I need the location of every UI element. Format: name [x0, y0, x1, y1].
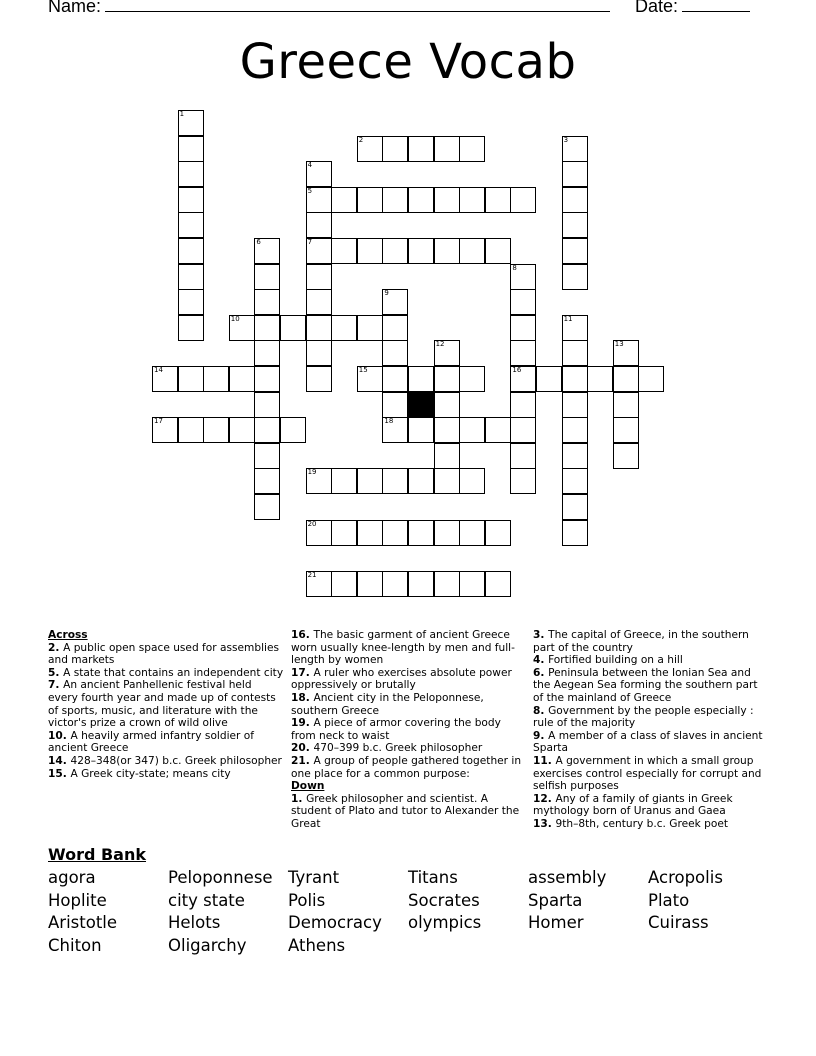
clue-text: The basic garment of ancient Greece worn usually knee-length by men and full-length by women [291, 629, 515, 667]
grid-cell[interactable] [562, 187, 588, 213]
date-label: Date: [635, 0, 679, 16]
clue-item [533, 818, 769, 831]
grid-cell[interactable] [178, 187, 204, 213]
clue-number: 8 [512, 263, 517, 272]
grid-cell[interactable] [280, 417, 306, 443]
name-label: Name: [48, 0, 102, 16]
clue-number: 6 [256, 238, 261, 246]
clue-number: 13 [614, 340, 624, 349]
clue-item [533, 667, 769, 705]
clue-label: 10. [48, 729, 71, 742]
grid-cell[interactable] [229, 315, 255, 341]
grid-cell[interactable] [254, 468, 280, 494]
grid-cell[interactable] [178, 136, 204, 162]
grid-cell[interactable] [306, 468, 332, 494]
grid-cell[interactable] [510, 340, 536, 366]
word-bank-item: Helots [168, 913, 221, 933]
grid-cell[interactable] [562, 136, 588, 162]
grid-cell[interactable] [510, 468, 536, 494]
clue-text: Greek philosopher and scientist. A student of Plato and tutor to Alexander the Great [291, 792, 520, 830]
grid-cell[interactable] [459, 417, 485, 443]
clue-label: 21. [291, 754, 314, 767]
grid-cell[interactable] [254, 238, 280, 264]
clues-column-2 [291, 629, 525, 831]
grid-cell[interactable] [510, 392, 536, 418]
clue-number: 16 [512, 366, 522, 374]
clue-number: 7 [307, 238, 313, 246]
grid-cell[interactable] [485, 520, 511, 546]
grid-cell[interactable] [434, 443, 460, 469]
grid-cell[interactable] [562, 443, 588, 469]
grid-cell[interactable] [434, 136, 460, 162]
clue-item [291, 692, 525, 717]
clue-number: 12 [435, 340, 445, 349]
clue-number: 14 [154, 366, 163, 374]
grid-cell[interactable] [254, 289, 280, 315]
clue-item [533, 705, 769, 730]
grid-cell[interactable] [613, 443, 639, 469]
grid-cell[interactable] [382, 340, 408, 366]
grid-cell[interactable] [459, 468, 485, 494]
clue-item [291, 717, 525, 742]
clue-item [291, 667, 525, 692]
clue-label: 4. [533, 654, 549, 667]
grid-cell[interactable] [613, 417, 639, 443]
grid-cell[interactable] [434, 187, 460, 213]
clue-number: 4 [307, 161, 313, 170]
grid-cell[interactable] [382, 417, 408, 443]
grid-cell[interactable] [178, 161, 204, 187]
clue-number: 18 [384, 417, 394, 426]
clue-text: Any of a family of giants in Greek mythology born of Uranus and Gaea [533, 792, 733, 818]
grid-cell[interactable] [178, 264, 204, 290]
grid-cell[interactable] [434, 571, 460, 597]
grid-cell[interactable] [306, 238, 332, 264]
clue-text: The capital of Greece, in the southern part of the country [533, 629, 749, 654]
grid-cell[interactable] [203, 417, 229, 443]
grid-cell[interactable] [382, 520, 408, 546]
clue-text: A state that contains an independent city [63, 666, 284, 679]
grid-cell[interactable] [382, 366, 408, 392]
clue-item [533, 629, 769, 654]
grid-cell[interactable] [152, 366, 178, 392]
grid-cell[interactable] [306, 315, 332, 341]
grid-cell[interactable] [306, 212, 332, 238]
clue-text: Fortified building on a hill [548, 654, 683, 667]
grid-cell[interactable] [562, 212, 588, 238]
clue-label: 8. [533, 704, 549, 717]
word-bank-item: Hoplite [48, 890, 107, 910]
clue-number: 17 [154, 417, 163, 426]
clues-column-3 [533, 629, 769, 831]
clue-text: Government by the people especially : rule of the majority [533, 704, 754, 730]
grid-cell[interactable] [203, 366, 229, 392]
grid-cell[interactable] [510, 417, 536, 443]
clue-item [533, 654, 769, 667]
clue-label: 15. [48, 767, 71, 780]
clue-label: 14. [48, 754, 71, 767]
word-bank-item: Polis [288, 890, 326, 910]
clue-text: A member of a class of slaves in ancient Sparta [533, 729, 763, 755]
grid-cell[interactable] [536, 366, 562, 392]
clue-number: 20 [307, 519, 317, 528]
word-bank-item: Plato [648, 890, 690, 910]
grid-cell[interactable] [562, 366, 588, 392]
grid-cell[interactable] [306, 289, 332, 315]
clue-label: 3. [533, 629, 549, 641]
clue-text: A heavily armed infantry soldier of ancient Greece [48, 729, 254, 755]
grid-cell[interactable] [382, 289, 408, 315]
clue-number: 1 [179, 110, 185, 118]
clue-number: 9 [384, 289, 389, 298]
clue-text: A ruler who exercises absolute power oppressively or brutally [291, 666, 512, 692]
grid-cell[interactable] [331, 571, 357, 597]
grid-cell[interactable] [178, 238, 204, 264]
clue-label: 9. [533, 729, 549, 742]
grid-cell[interactable] [229, 366, 255, 392]
word-bank-item: Peloponnese [168, 868, 273, 887]
clue-number: 11 [563, 314, 573, 323]
clue-text: Ancient city in the Peloponnese, southern Greece [291, 691, 484, 717]
clue-text: A government in which a small group exercises control especially for corrupt and selfish purposes [533, 754, 762, 793]
grid-cell[interactable] [510, 443, 536, 469]
grid-cell[interactable] [562, 315, 588, 341]
clue-item [533, 755, 769, 793]
word-bank-item: olympics [408, 913, 482, 933]
clue-label: 17. [291, 666, 314, 679]
grid-cell[interactable] [357, 366, 383, 392]
grid-cell[interactable] [485, 238, 511, 264]
grid-cell[interactable] [254, 392, 280, 418]
clue-item [48, 667, 284, 680]
grid-cell[interactable] [562, 161, 588, 187]
black-square [408, 392, 434, 418]
grid-cell[interactable] [331, 187, 357, 213]
grid-cell[interactable] [306, 571, 332, 597]
clue-text: A public open space used for assemblies and markets [48, 641, 279, 667]
word-bank-item: Titans [408, 868, 458, 887]
clue-number: 21 [307, 570, 317, 579]
grid-cell[interactable] [178, 289, 204, 315]
grid-cell[interactable] [408, 187, 434, 213]
grid-cell[interactable] [562, 264, 588, 290]
clue-number: 10 [230, 314, 240, 323]
grid-cell[interactable] [459, 187, 485, 213]
grid-cell[interactable] [510, 264, 536, 290]
grid-cell[interactable] [434, 417, 460, 443]
word-bank-item: Acropolis [648, 868, 723, 887]
clue-number: 19 [307, 468, 317, 477]
grid-cell[interactable] [613, 392, 639, 418]
grid-cell[interactable] [178, 366, 204, 392]
word-bank-item: Tyrant [288, 868, 340, 887]
clue-text: 428–348(or 347) b.c. Greek philosopher [70, 754, 282, 767]
clue-item [291, 755, 525, 780]
grid-cell[interactable] [306, 366, 332, 392]
grid-cell[interactable] [510, 315, 536, 341]
grid-cell[interactable] [382, 315, 408, 341]
grid-cell[interactable] [485, 187, 511, 213]
grid-cell[interactable] [408, 238, 434, 264]
word-bank-item: agora [48, 868, 96, 887]
grid-cell[interactable] [434, 520, 460, 546]
grid-cell[interactable] [331, 238, 357, 264]
grid-cell[interactable] [254, 366, 280, 392]
grid-cell[interactable] [408, 136, 434, 162]
grid-cell[interactable] [459, 238, 485, 264]
clue-item [48, 730, 284, 755]
grid-cell[interactable] [357, 571, 383, 597]
word-bank [48, 867, 768, 957]
word-bank-item: Socrates [408, 890, 480, 910]
word-bank-item: Oligarchy [168, 935, 247, 955]
grid-cell[interactable] [382, 571, 408, 597]
word-bank-item: assembly [528, 868, 607, 887]
grid-cell[interactable] [434, 340, 460, 366]
clue-item [48, 679, 284, 729]
clue-label: 16. [291, 629, 314, 641]
grid-cell[interactable] [331, 520, 357, 546]
word-bank-item: Athens [288, 935, 346, 955]
grid-cell[interactable] [587, 366, 613, 392]
clue-item [291, 793, 525, 831]
clue-label: 11. [533, 754, 556, 767]
clue-label: 12. [533, 792, 556, 805]
clue-item [291, 629, 525, 667]
grid-cell[interactable] [178, 417, 204, 443]
grid-cell[interactable] [562, 238, 588, 264]
grid-cell[interactable] [562, 494, 588, 520]
grid-cell[interactable] [459, 136, 485, 162]
clue-label: 18. [291, 691, 314, 704]
across-heading: Across [48, 629, 88, 641]
grid-cell[interactable] [510, 289, 536, 315]
clue-text: 470–399 b.c. Greek philosopher [313, 742, 483, 755]
grid-cell[interactable] [254, 417, 280, 443]
clue-text: A Greek city-state; means city [70, 767, 231, 780]
grid-cell[interactable] [357, 238, 383, 264]
clue-item [48, 755, 284, 768]
clue-number: 2 [358, 135, 364, 144]
clue-label: 13. [533, 817, 556, 830]
grid-cell[interactable] [613, 340, 639, 366]
down-heading: Down [291, 780, 325, 793]
grid-cell[interactable] [562, 468, 588, 494]
grid-cell[interactable] [254, 264, 280, 290]
grid-cell[interactable] [357, 136, 383, 162]
grid-cell[interactable] [562, 392, 588, 418]
grid-cell[interactable] [152, 417, 178, 443]
grid-cell[interactable] [408, 571, 434, 597]
grid-cell[interactable] [254, 494, 280, 520]
clue-label: 2. [48, 641, 64, 654]
clue-label: 19. [291, 717, 314, 730]
grid-cell[interactable] [306, 187, 332, 213]
grid-cell[interactable] [178, 315, 204, 341]
clue-item [291, 742, 525, 755]
grid-cell[interactable] [357, 315, 383, 341]
grid-cell[interactable] [638, 366, 664, 392]
grid-cell[interactable] [434, 392, 460, 418]
grid-cell[interactable] [254, 443, 280, 469]
grid-cell[interactable] [331, 315, 357, 341]
grid-cell[interactable] [408, 468, 434, 494]
clue-item [48, 642, 284, 667]
grid-cell[interactable] [408, 520, 434, 546]
clue-number: 15 [358, 366, 368, 374]
grid-cell[interactable] [562, 417, 588, 443]
clue-item [533, 730, 769, 755]
clue-text: 9th–8th, century b.c. Greek poet [555, 817, 729, 830]
grid-cell[interactable] [306, 520, 332, 546]
grid-cell[interactable] [459, 520, 485, 546]
grid-cell[interactable] [306, 264, 332, 290]
clues-column-1 [48, 629, 284, 780]
clue-label: 20. [291, 742, 314, 755]
clue-item [48, 768, 284, 781]
grid-cell[interactable] [254, 340, 280, 366]
grid-cell[interactable] [357, 520, 383, 546]
clue-label: 6. [533, 666, 549, 679]
word-bank-item: Aristotle [48, 913, 118, 933]
word-bank-item: city state [168, 890, 245, 910]
clue-number: 5 [307, 186, 313, 195]
word-bank-title: Word Bank [48, 845, 147, 864]
grid-cell[interactable] [280, 315, 306, 341]
clue-label: 5. [48, 666, 64, 679]
grid-cell[interactable] [485, 571, 511, 597]
grid-cell[interactable] [357, 468, 383, 494]
grid-cell[interactable] [382, 392, 408, 418]
grid-cell[interactable] [562, 520, 588, 546]
grid-cell[interactable] [382, 468, 408, 494]
grid-cell[interactable] [613, 366, 639, 392]
grid-cell[interactable] [485, 417, 511, 443]
grid-cell[interactable] [382, 238, 408, 264]
grid-cell[interactable] [331, 468, 357, 494]
grid-cell[interactable] [459, 366, 485, 392]
grid-cell[interactable] [459, 571, 485, 597]
word-bank-item: Chiton [48, 935, 102, 955]
grid-cell[interactable] [229, 417, 255, 443]
word-bank-item: Cuirass [648, 913, 709, 933]
grid-cell[interactable] [434, 238, 460, 264]
grid-cell[interactable] [382, 136, 408, 162]
grid-cell[interactable] [178, 212, 204, 238]
grid-cell[interactable] [306, 340, 332, 366]
clue-text: A piece of armor covering the body from neck to waist [291, 717, 501, 742]
grid-cell[interactable] [434, 366, 460, 392]
word-bank-item: Sparta [528, 890, 583, 910]
grid-cell[interactable] [357, 187, 383, 213]
clue-text: A group of people gathered together in one place for a common purpose: [291, 754, 522, 780]
grid-cell[interactable] [510, 187, 536, 213]
grid-cell[interactable] [408, 366, 434, 392]
grid-cell[interactable] [510, 366, 536, 392]
clue-label: 7. [48, 679, 64, 692]
clue-text: Peninsula between the Ionian Sea and the Aegean Sea forming the southern part of the mainland of Greece [533, 666, 758, 704]
clue-text: An ancient Panhellenic festival held every fourth year and made up of contests of sports, music, and literature with the victor's prize a crown of wild olive [48, 679, 276, 730]
page-title: Greece Vocab [239, 34, 577, 90]
grid-cell[interactable] [306, 161, 332, 187]
grid-cell[interactable] [562, 340, 588, 366]
grid-cell[interactable] [434, 468, 460, 494]
clue-label: 1. [291, 792, 307, 805]
grid-cell[interactable] [408, 417, 434, 443]
grid-cell[interactable] [382, 187, 408, 213]
grid-cell[interactable] [178, 110, 204, 136]
word-bank-item: Homer [528, 913, 584, 933]
word-bank-item: Democracy [288, 913, 382, 933]
grid-cell[interactable] [254, 315, 280, 341]
clue-number: 3 [563, 135, 569, 144]
clue-item [533, 793, 769, 818]
